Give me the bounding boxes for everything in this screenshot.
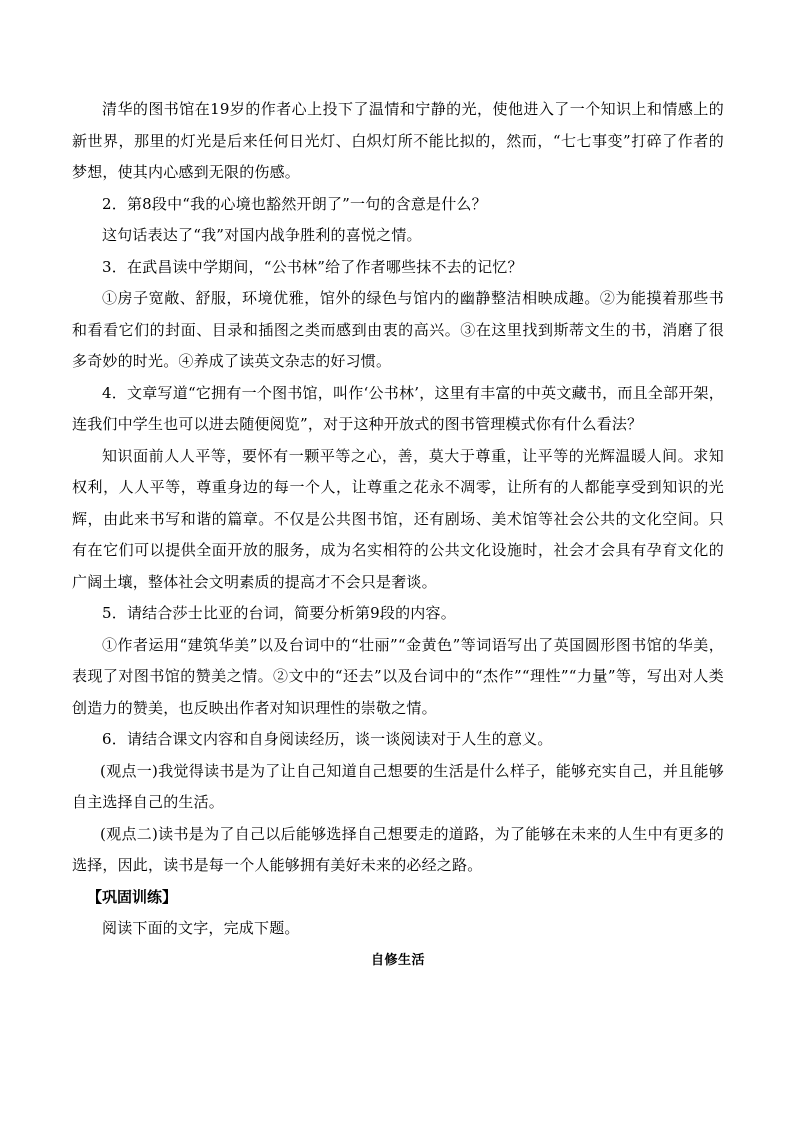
question-3: 3．在武昌读中学期间，“公书林”给了作者哪些抹不去的记忆？	[102, 257, 523, 276]
answer-paragraph-1: 清华的图书馆在19岁的作者心上投下了温情和宁静的光，使他进入了一个知识上和情感上的新世界，那里的灯光是后来任何日光灯、白炽灯所不能比拟的，然而，“七七事变”打碎了作者的梦想，使其内心感到无限的伤感。	[72, 100, 724, 181]
answer-4: 知识面前人人平等，要怀有一颗平等之心，善，莫大于尊重，让平等的光辉温暖人间。求知权利，人人平等，尊重身边的每一个人，让尊重之花永不凋零，让所有的人都能享受到知识的光辉，由此来书写和谐的篇章。不仅是公共图书馆，还有剧场、美术馆等社会公共的文化空间。只有在它们可以提供全面开放的服务，成为名实相符的公共文化设施时，社会才会具有孕育文化的广阔土壤，整体社会文明素质的提高才不会只是奢谈。	[72, 446, 724, 591]
question-6: 6．请结合课文内容和自身阅读经历，谈一谈阅读对于人生的意义。	[102, 730, 553, 748]
answer-6-viewpoint-2: (观点二)读书是为了自己以后能够选择自己想要走的道路，为了能够在未来的人生中有更多的选择，因此，读书是每一个人能够拥有美好未来的必经之路。	[72, 824, 724, 874]
section-instruction: 阅读下面的文字，完成下题。	[102, 919, 300, 937]
answer-5: ①作者运用“建筑华美”以及台词中的“壮丽”“金黄色”等词语写出了英国圆形图书馆的华美，表现了对图书馆的赞美之情。②文中的“还去”以及台词中的“杰作”“理性”“力量”等，写出对人类创造力的赞美，也反映出作者对知识理性的崇敬之情。	[72, 635, 724, 717]
answer-3: ①房子宽敞、舒服，环境优雅，馆外的绿色与馆内的幽静整洁相映成趣。②为能摸着那些书和看看它们的封面、目录和插图之类而感到由衷的高兴。③在这里找到斯蒂文生的书，消磨了很多奇妙的时光。④养成了读英文杂志的好习惯。	[72, 289, 724, 370]
answer-2: 这句话表达了“我”对国内战争胜利的喜悦之情。	[102, 226, 422, 244]
question-5: 5．请结合莎士比亚的台词，简要分析第9段的内容。	[102, 604, 456, 622]
question-4: 4．文章写道“它拥有一个图书馆，叫作‘公书林’，这里有丰富的中英文藏书，而且全部开架，连我们中学生也可以进去随便阅览”，对于这种开放式的图书管理模式你有什么看法？	[72, 383, 724, 433]
answer-6-viewpoint-1: (观点一)我觉得读书是为了让自己知道自己想要的生活是什么样子，能够充实自己，并且能够自主选择自己的生活。	[72, 761, 724, 811]
question-2: 2．第8段中“我的心境也豁然开朗了”一句的含意是什么？	[102, 194, 487, 213]
document-page	[72, 94, 724, 976]
section-label: 【巩固训练】	[87, 887, 178, 906]
article-title: 自修生活	[370, 952, 425, 968]
